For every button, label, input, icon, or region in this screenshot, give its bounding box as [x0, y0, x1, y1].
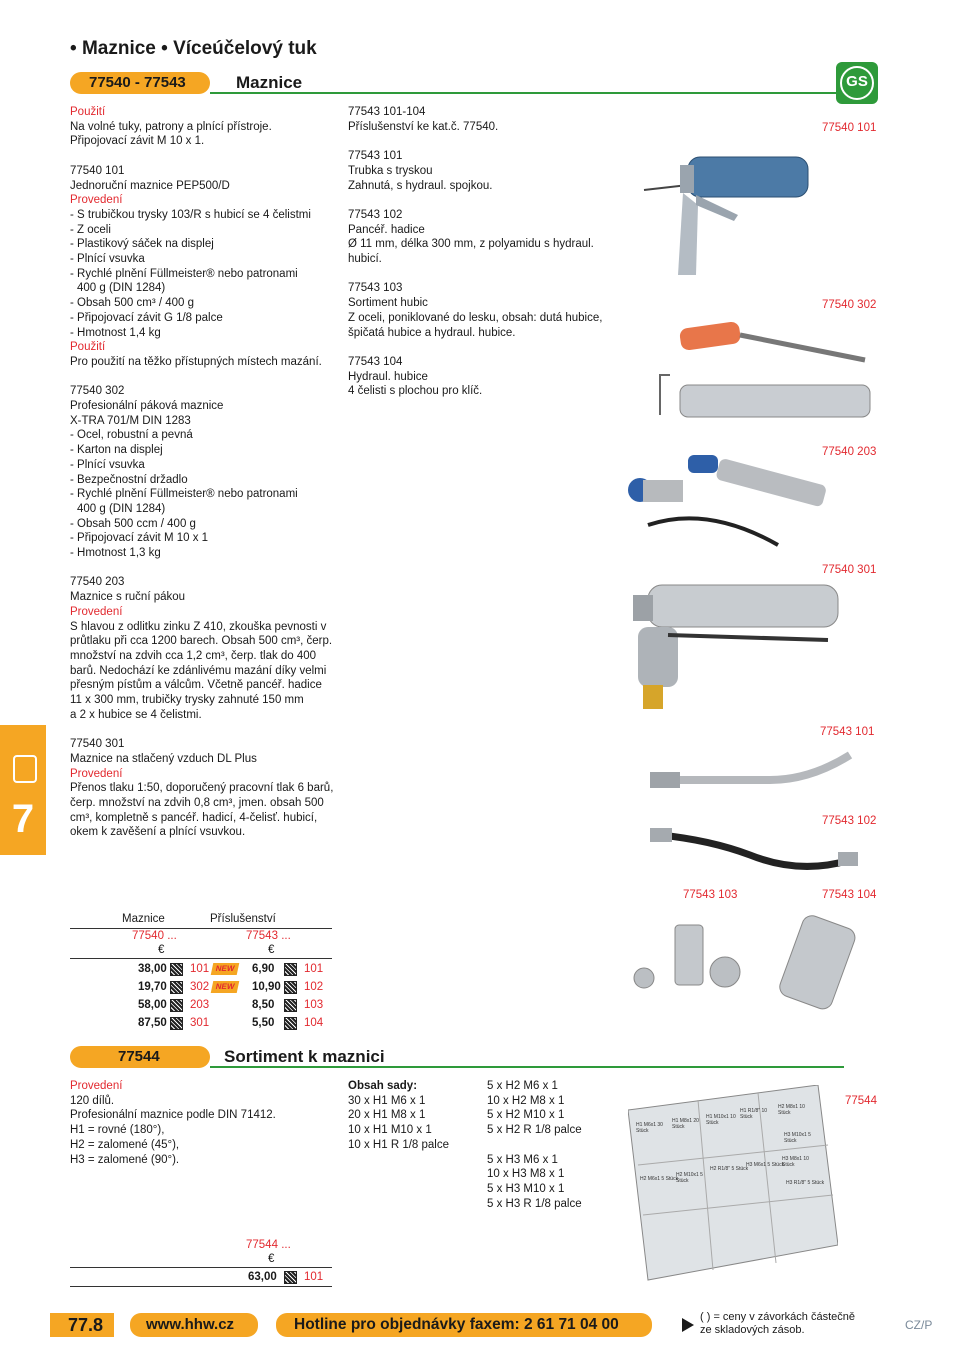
- hotline-pill: [276, 1313, 652, 1337]
- item-code-left: 302: [190, 981, 210, 993]
- box-label: H3 R1/8" 5 Stück: [786, 1180, 825, 1186]
- desc-line: a 2 x hubice se 4 čelistmi.: [70, 708, 202, 721]
- qr-icon: [284, 999, 297, 1012]
- provedeni-heading: Provedení: [70, 1080, 123, 1092]
- label-77544: 77544: [845, 1095, 877, 1107]
- label-77540-302: 77540 302: [822, 299, 877, 311]
- product-name: Maznice na stlačený vzduch DL Plus: [70, 752, 257, 765]
- desc-line: H2 = zalomené (45°),: [70, 1138, 180, 1151]
- content-line: 5 x H2 M6 x 1: [487, 1080, 558, 1092]
- spec-line: 400 g (DIN 1284): [77, 282, 166, 295]
- table-row: [70, 978, 332, 996]
- content-line: 5 x H3 M10 x 1: [487, 1182, 565, 1195]
- qr-icon: [284, 981, 297, 994]
- accessory-code: 77543 102: [348, 208, 403, 221]
- title-sub: Víceúčelový tuk: [173, 38, 317, 59]
- content-line: 20 x H1 M8 x 1: [348, 1109, 426, 1122]
- item-code-left: 301: [190, 1017, 210, 1029]
- code-right: [246, 929, 291, 944]
- page-title: [70, 38, 317, 60]
- hotline-text: Hotline pro objednávky faxem: 2 61 71 04 00: [294, 1316, 619, 1333]
- chapter-tab: [0, 725, 46, 855]
- desc-line: přesným pístům a válcům. Včetně pancéř. hadice: [70, 679, 322, 692]
- obsah-heading: Obsah sady:: [348, 1080, 418, 1092]
- arrow-icon: [682, 1318, 694, 1332]
- box-label: H2 R1/8" 5 Stück: [710, 1166, 749, 1172]
- product-name: Maznice s ruční pákou: [70, 591, 186, 604]
- qr-icon: [170, 1017, 183, 1030]
- content-line: 10 x H2 M8 x 1: [487, 1094, 565, 1107]
- content-line: 10 x H3 M8 x 1: [487, 1168, 565, 1181]
- middle-column: [348, 105, 618, 399]
- footer-note-line: ( ) = ceny v závorkách částečně: [700, 1311, 855, 1323]
- armoured-hose-illustration: [650, 820, 860, 880]
- price-left: 87,50: [138, 1017, 167, 1029]
- desc-line: 11 x 300 mm, trubičky trysky zahnuté 150 mm: [70, 694, 304, 707]
- box-label: H2 M8x1 10 Stück: [778, 1104, 805, 1116]
- section-code: 77540 - 77543: [89, 74, 186, 91]
- box-label: H1 R1/8" 10 Stück: [740, 1108, 768, 1120]
- qr-icon: [170, 981, 183, 994]
- product-code: 77540 203: [70, 576, 125, 589]
- accessory-code: 77543 101: [348, 150, 403, 163]
- product-name: X-TRA 701/M DIN 1283: [70, 414, 191, 427]
- code-left-text: 77540: [132, 930, 164, 942]
- desc-line: S hlavou z odlitku zinku Z 410, zkouška pevnosti v: [70, 620, 327, 633]
- table-header-left: Maznice: [122, 913, 165, 925]
- spec-line: - Hmotnost 1,3 kg: [70, 547, 161, 560]
- nozzle-set-illustration: [630, 920, 760, 1000]
- desc-line: barů. Nedochází ke zdánlivému mazání díky velmi: [70, 664, 327, 677]
- section2-obsah-2: [487, 1079, 617, 1211]
- section2-provedeni: [70, 1079, 340, 1167]
- section2-code: 77544: [118, 1048, 160, 1065]
- section2-code-pill: [70, 1046, 210, 1068]
- pouziti-text: Připojovací závit M 10 x 1.: [70, 135, 205, 148]
- box-label: H2 M10x1 5 Stück: [676, 1172, 703, 1184]
- air-grease-gun-illustration: [628, 565, 858, 715]
- desc-line: 120 dílů.: [70, 1094, 115, 1107]
- spec-line: - Obsah 500 ccm / 400 g: [70, 517, 196, 530]
- accessory-code: 77543 101-104: [348, 106, 426, 118]
- desc-line: Přenos tlaku 1:50, doporučený pracovní tlak 6 barů,: [70, 782, 334, 795]
- pouziti-heading: Použití: [70, 341, 106, 354]
- box-label: H3 M10x1 5 Stück: [784, 1132, 811, 1144]
- left-column: [70, 105, 340, 840]
- item-number: 101: [304, 1271, 324, 1283]
- content-line: 5 x H2 M10 x 1: [487, 1109, 565, 1122]
- new-badge: NEW: [211, 981, 240, 993]
- price-left: 38,00: [138, 963, 167, 975]
- desc-line: čerp. množství na zdvih 0,8 cm³, jmen. obsah 500: [70, 796, 324, 809]
- box-label: H2 M6x1 5 Stück: [640, 1176, 679, 1182]
- page-number: 77.8: [68, 1315, 104, 1335]
- section2-obsah: [348, 1079, 478, 1153]
- spec-line: 400 g (DIN 1284): [77, 502, 166, 515]
- price-left: 19,70: [138, 981, 167, 993]
- qr-icon: [284, 1271, 297, 1284]
- footer-bar: [0, 1310, 960, 1338]
- content-line: 10 x H1 M10 x 1: [348, 1124, 432, 1137]
- box-label: H3 M6x1 5 Stück: [746, 1162, 785, 1168]
- price: 63,00: [248, 1271, 277, 1283]
- spec-line: - Připojovací závit M 10 x 1: [70, 532, 209, 545]
- qr-icon: [284, 1017, 297, 1030]
- box-label: H1 M6x1 30 Stück: [636, 1122, 663, 1134]
- hydraulic-coupler-illustration: [770, 910, 890, 1010]
- spec-line: - Rychlé plnění Füllmeister® nebo patronami: [70, 488, 298, 501]
- desc-line: cm³, kompletně s pancéř. hadicí, 4-čelisť. hubicí,: [70, 811, 318, 824]
- section2-title: Sortiment k maznici: [224, 1047, 385, 1066]
- spec-line: - Obsah 500 cm³ / 400 g: [70, 297, 195, 310]
- table-code: [246, 1238, 291, 1253]
- pouziti-text: Na volné tuky, patrony a plnící přístroje.: [70, 120, 272, 133]
- label-77543-104: 77543 104: [822, 889, 877, 901]
- footer-note: [700, 1311, 855, 1336]
- qr-icon: [170, 963, 183, 976]
- accessory-code: 77543 103: [348, 282, 403, 295]
- section-code-pill: [70, 72, 210, 94]
- gs-badge: [836, 62, 878, 104]
- desc-line: H3 = zalomené (90°).: [70, 1153, 180, 1166]
- desc-line: průtlaku při cca 1200 barech. Obsah 500 cm³, čerp.: [70, 635, 333, 648]
- table-header-right: Příslušenství: [210, 913, 276, 925]
- accessory-desc: Zahnutá, s hydraul. spojkou.: [348, 179, 493, 192]
- label-77540-301: 77540 301: [822, 564, 877, 576]
- code-right-text: 77543: [246, 930, 278, 942]
- product-code: 77540 101: [70, 164, 125, 177]
- price-left: 58,00: [138, 999, 167, 1011]
- footer-note-line: ze skladových zásob.: [700, 1323, 805, 1336]
- price-right: 8,50: [252, 999, 275, 1011]
- content-line: 5 x H3 R 1/8 palce: [487, 1197, 582, 1210]
- label-77540-203: 77540 203: [822, 446, 877, 458]
- tool-icon: [13, 755, 37, 783]
- qr-icon: [284, 963, 297, 976]
- spec-line: - Hmotnost 1,4 kg: [70, 326, 161, 339]
- bullet: •: [70, 38, 77, 59]
- accessory-desc: špičatá hubice a hydraul. hubice.: [348, 326, 516, 339]
- bullet: •: [161, 38, 168, 59]
- header-rule: [210, 92, 844, 94]
- spec-line: - Ocel, robustní a pevná: [70, 429, 193, 442]
- accessory-name: Trubka s tryskou: [348, 164, 433, 177]
- spec-line: - Bezpečnostní držadlo: [70, 473, 188, 486]
- grease-gun-blue-illustration: [638, 145, 818, 280]
- label-77540-101: 77540 101: [822, 122, 877, 134]
- table-rule: [70, 928, 332, 929]
- spec-line: - Karton na displej: [70, 444, 163, 457]
- desc-line: H1 = rovné (180°),: [70, 1124, 165, 1137]
- accessory-desc: 4 čelisti s plochou pro klíč.: [348, 385, 483, 398]
- table-row: [70, 960, 332, 978]
- table-row: [70, 996, 332, 1014]
- label-77543-101: 77543 101: [820, 726, 875, 738]
- price-right: 6,90: [252, 963, 275, 975]
- item-code-right: 102: [304, 981, 324, 993]
- currency-right: €: [268, 944, 275, 956]
- item-code-right: 101: [304, 963, 324, 975]
- box-label: H3 M8x1 10 Stück: [782, 1156, 809, 1168]
- item-code-right: 103: [304, 999, 324, 1011]
- accessory-desc: Ø 11 mm, délka 300 mm, z polyamidu s hydraul.: [348, 238, 594, 251]
- hand-grease-gun-illustration: [628, 445, 828, 555]
- product-code: 77540 301: [70, 738, 125, 751]
- content-line: 5 x H3 M6 x 1: [487, 1153, 558, 1166]
- accessory-code: 77543 104: [348, 355, 403, 368]
- pouziti-heading: Použití: [70, 106, 106, 118]
- gs-badge-text: GS: [846, 73, 868, 90]
- product-name: Profesionální páková maznice: [70, 400, 224, 413]
- accessory-name: Sortiment hubic: [348, 297, 428, 310]
- accessory-name: Pancéř. hadice: [348, 223, 425, 236]
- product-name: Jednoruční maznice PEP500/D: [70, 179, 230, 192]
- desc-line: množství na zdvih cca 1,2 cm³, čerp. tlak do 400: [70, 649, 317, 662]
- table-rule: [70, 1267, 332, 1268]
- provedeni-heading: Provedení: [70, 767, 123, 780]
- item-code-right: 104: [304, 1017, 324, 1029]
- content-line: 5 x H2 R 1/8 palce: [487, 1124, 582, 1137]
- assortment-box-labels: [636, 1100, 828, 1190]
- page-number-pill: [50, 1313, 114, 1337]
- label-77543-103: 77543 103: [683, 889, 738, 901]
- price-table: [70, 912, 338, 1032]
- item-code-left: 203: [190, 999, 210, 1011]
- price-right: 10,90: [252, 981, 281, 993]
- spec-line: - Rychlé plnění Füllmeister® nebo patronami: [70, 267, 298, 280]
- currency-left: €: [158, 944, 165, 956]
- accessory-desc: Z oceli, poniklované do lesku, obsah: dutá hubice,: [348, 311, 603, 324]
- usage-text: Pro použití na těžko přístupných místech mazání.: [70, 355, 322, 368]
- content-line: 30 x H1 M6 x 1: [348, 1094, 426, 1107]
- spec-line: - Plnící vsuvka: [70, 458, 145, 471]
- title-main: Maznice: [81, 38, 156, 59]
- content-line: 10 x H1 R 1/8 palce: [348, 1138, 450, 1151]
- new-badge: NEW: [211, 963, 240, 975]
- section-title: Maznice: [236, 73, 303, 92]
- table-row: [70, 1014, 332, 1032]
- spec-line: - Plnící vsuvka: [70, 253, 145, 266]
- ellipsis: ...: [167, 930, 177, 942]
- provedeni-heading: Provedení: [70, 194, 123, 207]
- desc-line: Profesionální maznice podle DIN 71412.: [70, 1109, 276, 1122]
- price-table-77544: [70, 1238, 338, 1288]
- table-rule: [70, 958, 332, 959]
- spec-line: - Plastikový sáček na displej: [70, 238, 214, 251]
- spec-line: - S trubičkou trysky 103/R s hubicí se 4 čelistmi: [70, 208, 311, 221]
- currency: €: [268, 1253, 275, 1265]
- code-left: [132, 929, 177, 944]
- ellipsis: ...: [281, 1239, 291, 1251]
- product-code: 77540 302: [70, 385, 125, 398]
- ellipsis: ...: [281, 930, 291, 942]
- lever-grease-gun-illustration: [650, 315, 890, 425]
- url-pill: [130, 1313, 258, 1337]
- table-rule: [70, 1286, 332, 1287]
- accessory-desc: hubicí.: [348, 253, 382, 265]
- price-right: 5,50: [252, 1017, 275, 1029]
- footer-url[interactable]: www.hhw.cz: [146, 1316, 235, 1333]
- box-label: H1 M8x1 20 Stück: [672, 1118, 699, 1130]
- code-text: 77544: [246, 1239, 278, 1251]
- region-code: CZ/P: [905, 1318, 933, 1332]
- box-label: H1 M10x1 10 Stück: [706, 1114, 736, 1126]
- accessory-title: Příslušenství ke kat.č. 77540.: [348, 120, 499, 133]
- desc-line: okem k zavěšení a plnící vsuvkou.: [70, 826, 246, 839]
- spec-line: - Z oceli: [70, 223, 111, 236]
- chapter-number: 7: [11, 797, 35, 841]
- spec-line: - Připojovací závit G 1/8 palce: [70, 311, 223, 324]
- item-code-left: 101: [190, 963, 210, 975]
- label-77543-102: 77543 102: [822, 815, 877, 827]
- accessory-name: Hydraul. hubice: [348, 370, 428, 383]
- nozzle-pipe-illustration: [650, 750, 860, 810]
- provedeni-heading: Provedení: [70, 605, 123, 618]
- qr-icon: [170, 999, 183, 1012]
